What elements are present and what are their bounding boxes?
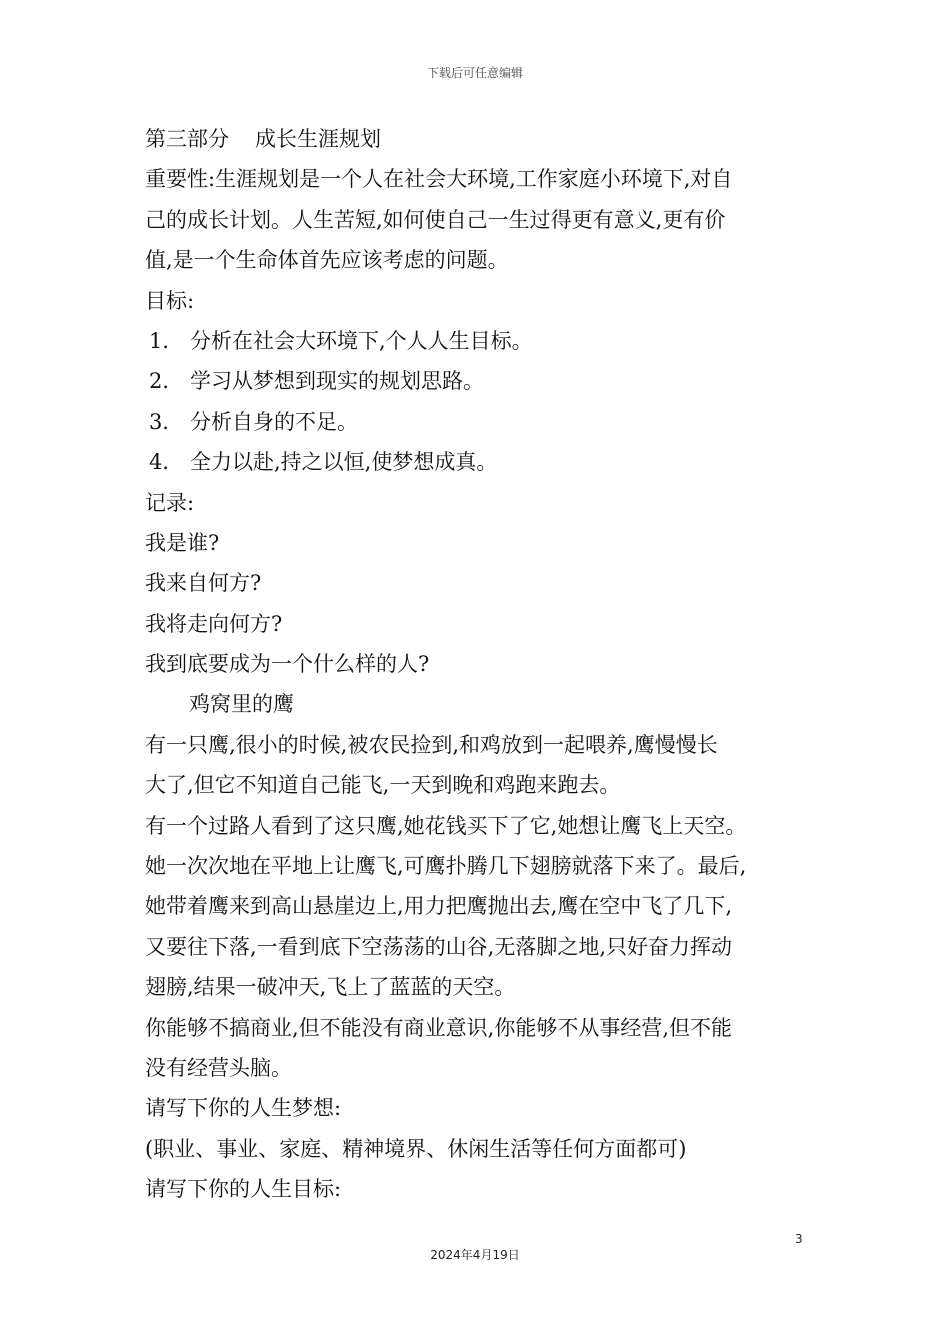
goal-number: 3．	[149, 409, 184, 434]
record-label: 记录:	[145, 490, 195, 515]
page-header: 下载后可任意编辑	[426, 66, 523, 80]
section-heading	[145, 119, 825, 159]
goal-text: 分析在社会大环境下,个人人生目标。	[190, 328, 533, 353]
dream-hint: (职业、事业、家庭、精神境界、休闲生活等任何方面都可)	[145, 1136, 687, 1161]
question-line: 我是谁?	[145, 530, 220, 555]
section-title: 成长生涯规划	[255, 127, 381, 151]
importance-line-2: 己的成长计划。人生苦短,如何使自己一生过得更有意义,更有价	[145, 207, 726, 232]
goal-text: 学习从梦想到现实的规划思路。	[190, 369, 484, 394]
importance-line-1: 重要性:生涯规划是一个人在社会大环境,工作家庭小环境下,对自	[145, 167, 733, 192]
question-line: 我将走向何方?	[145, 611, 283, 636]
document-body	[145, 119, 825, 1210]
story-paragraph-3-line: 你能够不搞商业,但不能没有商业意识,你能够不从事经营,但不能	[145, 1015, 733, 1040]
story-paragraph-3-line: 没有经营头脑。	[145, 1055, 292, 1080]
question-line: 我到底要成为一个什么样的人?	[145, 652, 430, 677]
goal-prompt: 请写下你的人生目标:	[145, 1177, 342, 1202]
goal-item	[145, 321, 825, 361]
story-paragraph-2-line: 翅膀,结果一破冲天,飞上了蓝蓝的天空。	[145, 975, 516, 1000]
goal-number: 4．	[149, 450, 184, 475]
dream-prompt: 请写下你的人生梦想:	[145, 1096, 342, 1121]
story-paragraph-2-line: 她带着鹰来到高山悬崖边上,用力把鹰抛出去,鹰在空中飞了几下,	[145, 894, 733, 919]
page-number: 3	[795, 1232, 803, 1246]
goal-item	[145, 361, 825, 401]
story-paragraph-2-line: 有一个过路人看到了这只鹰,她花钱买下了它,她想让鹰飞上天空。	[145, 813, 747, 838]
footer-date: 2024年4月19日	[430, 1248, 520, 1262]
goals-label: 目标:	[145, 288, 195, 313]
section-part: 第三部分	[145, 127, 229, 151]
goal-text: 分析自身的不足。	[190, 409, 358, 434]
goal-text: 全力以赴,持之以恒,使梦想成真。	[190, 450, 498, 475]
story-paragraph-2-line: 又要往下落,一看到底下空荡荡的山谷,无落脚之地,只好奋力挥动	[145, 934, 733, 959]
goal-number: 2．	[149, 369, 184, 394]
importance-line-3: 值,是一个生命体首先应该考虑的问题。	[145, 248, 509, 273]
story-paragraph-2-line: 她一次次地在平地上让鹰飞,可鹰扑腾几下翅膀就落下来了。最后,	[145, 854, 747, 879]
question-line: 我来自何方?	[145, 571, 262, 596]
goal-item	[145, 442, 825, 482]
story-paragraph-1-line: 大了,但它不知道自己能飞,一天到晚和鸡跑来跑去。	[145, 773, 621, 798]
goal-item	[145, 402, 825, 442]
story-title: 鸡窝里的鹰	[189, 692, 294, 717]
goal-number: 1．	[149, 328, 184, 353]
story-paragraph-1-line: 有一只鹰,很小的时候,被农民捡到,和鸡放到一起喂养,鹰慢慢长	[145, 732, 718, 757]
